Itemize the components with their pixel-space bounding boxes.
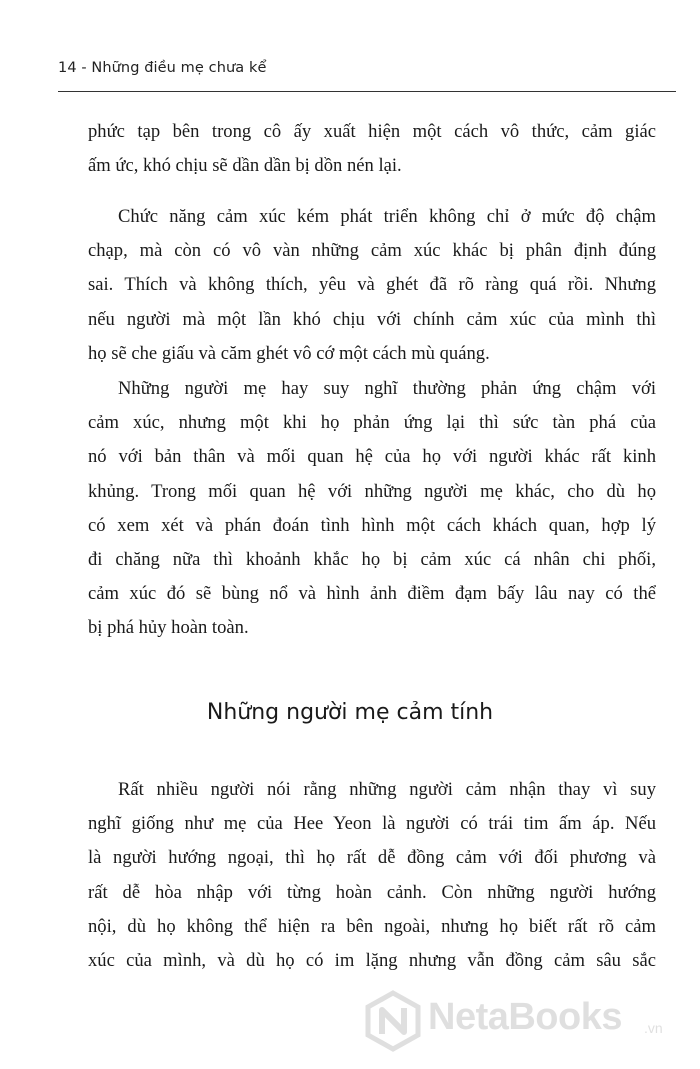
text-line: bị phá hủy hoàn toàn. [88, 617, 249, 639]
text-line: phức tạp bên trong cô ấy xuất hiện một cách vô thức, cảm giác [88, 121, 656, 142]
paragraph-4 [88, 773, 656, 978]
paragraph-1 [88, 115, 656, 183]
section-heading: Những người mẹ cảm tính [206, 700, 494, 725]
running-header: 14 - Những điều mẹ chưa kể [58, 60, 267, 76]
paragraph-3 [88, 372, 656, 646]
header-rule [58, 91, 676, 92]
text-line: cảm xúc, nhưng một khi họ phản ứng lại thì sức tàn phá của [88, 412, 656, 434]
text-line: sai. Thích và không thích, yêu và ghét đã rõ ràng quá rồi. Nhưng [88, 274, 656, 296]
text-line: Chức năng cảm xúc kém phát triển không chỉ ở mức độ chậm [118, 206, 656, 227]
text-line: là người hướng ngoại, thì họ rất dễ đồng cảm với đối phương và [88, 847, 656, 869]
text-line: họ sẽ che giấu và căm ghét vô cớ một cách mù quáng. [88, 342, 490, 364]
netabooks-logo-icon [362, 990, 424, 1052]
text-line: Rất nhiều người nói rằng những người cảm nhận thay vì suy [118, 779, 656, 800]
text-line: có xem xét và phán đoán tình hình một cách khách quan, hợp lý [88, 514, 656, 536]
watermark-brand: NetaBooks [428, 996, 622, 1038]
paragraph-2 [88, 200, 656, 371]
text-line: chạp, mà còn có vô vàn những cảm xúc khác bị phân định đúng [88, 240, 656, 262]
text-line: Những người mẹ hay suy nghĩ thường phản ứng chậm với [118, 378, 656, 399]
text-line: nếu người mà một lần khó chịu với chính cảm xúc của mình thì [88, 308, 656, 330]
text-line: đi chăng nữa thì khoảnh khắc họ bị cảm xúc cá nhân chi phối, [88, 549, 656, 571]
text-line: ấm ức, khó chịu sẽ dần dần bị dồn nén lại. [88, 155, 402, 177]
text-line: xúc của mình, và dù họ có im lặng nhưng vẫn đồng cảm sâu sắc [88, 950, 656, 972]
watermark-suffix: .vn [644, 1020, 663, 1036]
watermark [362, 990, 692, 1060]
text-line: nó với bản thân và mối quan hệ của họ với người khác rất kinh [88, 446, 656, 468]
text-line: rất dễ hòa nhập với từng hoàn cảnh. Còn những người hướng [88, 881, 656, 903]
text-line: nội, dù họ không thể hiện ra bên ngoài, nhưng họ biết rất rõ cảm [88, 915, 656, 937]
text-line: nghĩ giống như mẹ của Hee Yeon là người có trái tim ấm áp. Nếu [88, 813, 656, 835]
text-line: cảm xúc đó sẽ bùng nổ và hình ảnh điềm đạm bấy lâu nay có thể [88, 583, 656, 605]
text-line: khủng. Trong mối quan hệ với những người mẹ khác, cho dù họ [88, 480, 656, 502]
